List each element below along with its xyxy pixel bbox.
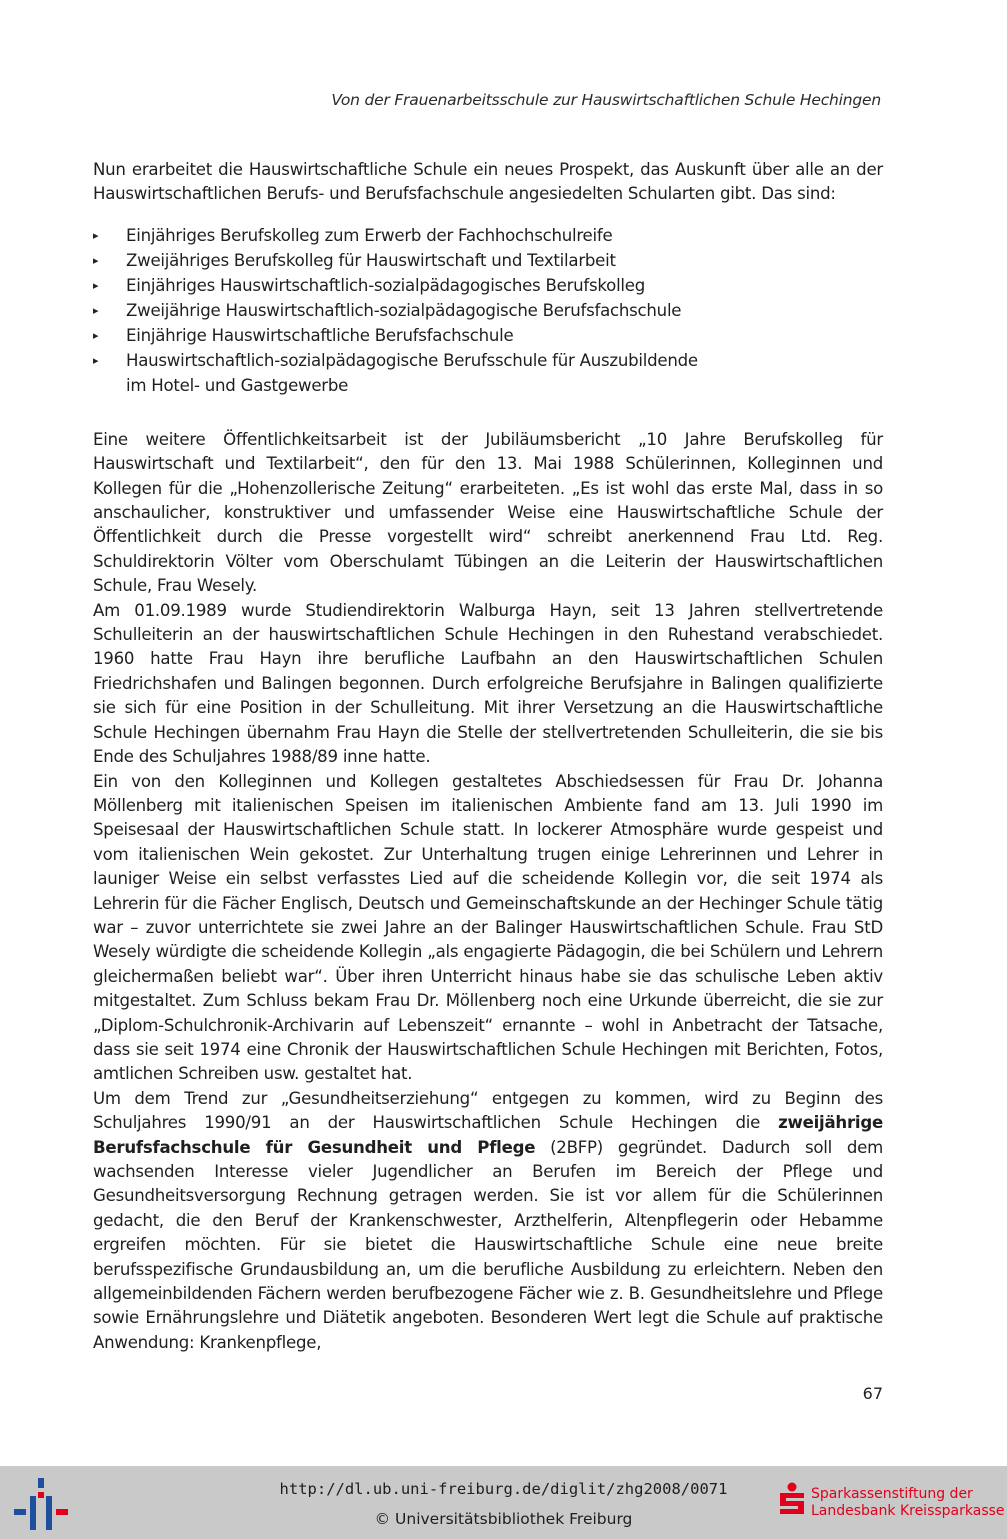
sponsor-line-2: Landesbank Kreissparkasse (811, 1503, 1005, 1519)
paragraph-jubilaeumsbericht: Eine weitere Öffentlichkeitsarbeit ist der Jubiläumsbericht „10 Jahre Berufskolleg für Hauswirtschaft und Textilarbeit“, den für den 13. Mai 1988 Schülerinnen, Kolleginnen und Kollegen für die „Hohenzollerische Zeitung“ erarbeiteten. „Es ist wohl das erste Mal, dass in so anschaulicher, konstruktiver und umfassender Weise eine Hauswirtschaftliche Schule der Öffentlichkeit durch die Presse vorgestellt wird“ schreibt anerkennend Frau Ltd. Reg. Schuldirektorin Völter vom Oberschulamt Tübingen an die Leiterin der Hauswirtschaftlichen Schule, Frau Wesely. (93, 429, 883, 596)
running-header: Von der Frauenarbeitsschule zur Hauswirtschaftlichen Schule Hechingen (331, 91, 881, 109)
copyright-text: © Universitätsbibliothek Freiburg (374, 1510, 633, 1528)
paragraph-text: (2BFP) gegründet. Dadurch soll dem wachsenden Interesse vieler Jugendlicher an Berufen im Bereich der Pflege und Gesundheitsversorgung Rechnung getragen werden. Sie ist vor allem für die Schülerinnen gedacht, die den Beruf der Krankenschwester, Arzthelferin, Altenpflegerin oder Hebamme ergreifen möchten. Für sie bietet die Hauswirtschaftliche Schule eine neue breite berufsspezifische Grundausbildung an, um die berufliche Ausbildung zu erleichtern. Neben den allgemeinbildenden Fächern werden berufbezogene Fächer wie z. B. Gesundheitslehre und Pflege sowie Ernährungslehre und Diätetik angeboten. Besonderen Wert legt die Schule auf praktische Anwendung: Krankenpflege, (93, 1137, 883, 1352)
intro-paragraph: Nun erarbeitet die Hauswirtschaftliche Schule ein neues Prospekt, das Auskunft über alle an der Hauswirtschaftlichen Berufs- und Berufsfachschule angesiedelten Schularten gibt. Das sind: (93, 160, 883, 204)
sponsor-line-1: Sparkassenstiftung der (811, 1486, 973, 1502)
paragraph-moellenberg: Ein von den Kolleginnen und Kollegen gestaltetes Abschiedsessen für Frau Dr. Johanna Möllenberg mit italienischen Speisen im italienischen Ambiente fand am 13. Juli 1990 im Speisesaal der Hauswirtschaftlichen Schule statt. In lockerer Atmosphäre wurde gespeist und vom italienischen Wein gekostet. Zur Unterhaltung trugen einige Lehrerinnen und Lehrer in launiger Weise ein selbst verfasstes Lied auf die scheidende Kollegin vor, die seit 1974 als Lehrerin für die Fächer Englisch, Deutsch und Gemeinschaftskunde an der Hechinger Schule tätig war – zuvor unterrichtete sie zwei Jahre an der Balinger Hauswirtschaftlichen Schule. Frau StD Wesely würdigte die scheidende Kollegin „als engagierte Pädagogin, die bei Schülern und Lehrern gleichermaßen beliebt war“. Über ihren Unterricht hinaus habe sie das schulische Leben aktiv mitgestaltet. Zum Schluss bekam Frau Dr. Möllenberg noch eine Urkunde überreicht, die sie zur „Diplom-Schulchronik-Archivarin auf Lebenszeit“ ernannte – wohl in Anbetracht der Tatsache, dass sie seit 1974 eine Chronik der Hauswirtschaftlichen Schule Hechingen mit Berichten, Fotos, amtlichen Schreiben usw. gestaltet hat. (93, 771, 883, 1084)
bold-school-name: zweijährige Berufsfachschule für Gesundheit und Pflege (93, 1113, 883, 1157)
viewer-footer (0, 1466, 1007, 1539)
triangle-bullet-icon: ▸ (93, 228, 99, 242)
paragraph-hayn: Am 01.09.1989 wurde Studiendirektorin Walburga Hayn, seit 13 Jahren stellvertretende Schulleiterin an der hauswirtschaftlichen Schule Hechingen in den Ruhestand verabschiedet. 1960 hatte Frau Hayn ihre berufliche Laufbahn an den Hauswirtschaftlichen Schulen Friedrichshafen und Balingen begonnen. Durch erfolgreiche Berufsjahre in Balingen qualifizierte sie sich für eine Position in der Schulleitung. Mit ihrer Versetzung an die Hauswirtschaftliche Schule Hechingen übernahm Frau Hayn die Stelle der stellvertretenden Schulleiterin, die sie bis Ende des Schuljahres 1988/89 inne hatte. (93, 600, 883, 767)
list-item (93, 273, 883, 298)
list-item-text-continued: im Hotel- und Gastgewerbe (126, 375, 349, 395)
page-content (93, 158, 883, 1355)
paragraph-text: Um dem Trend zur „Gesundheitserziehung“ entgegen zu kommen, wird zu Beginn des Schuljahres 1990/91 an der Hauswirtschaftlichen Schule Hechingen die (93, 1088, 883, 1133)
triangle-bullet-icon: ▸ (93, 303, 99, 317)
triangle-bullet-icon: ▸ (93, 253, 99, 267)
list-item-text: Zweijährige Hauswirtschaftlich-sozialpädagogische Berufsfachschule (126, 300, 682, 320)
list-item (93, 348, 883, 398)
list-item-text: Einjähriges Hauswirtschaftlich-sozialpädagogisches Berufskolleg (126, 275, 646, 295)
list-item-text: Zweijähriges Berufskolleg für Hauswirtschaft und Textilarbeit (126, 250, 616, 270)
sparkasse-sponsor (778, 1478, 1003, 1534)
list-item-text: Einjährige Hauswirtschaftliche Berufsfachschule (126, 325, 514, 345)
page-number: 67 (862, 1384, 883, 1403)
list-item (93, 223, 883, 248)
triangle-bullet-icon: ▸ (93, 328, 99, 342)
triangle-bullet-icon: ▸ (93, 353, 99, 367)
triangle-bullet-icon: ▸ (93, 278, 99, 292)
list-item (93, 248, 883, 273)
paragraph-gesundheit (93, 1087, 883, 1355)
school-types-list (93, 223, 883, 398)
sponsor-text (811, 1486, 1005, 1520)
list-item (93, 323, 883, 348)
list-item (93, 298, 883, 323)
source-url-link[interactable]: http://dl.ub.uni-freiburg.de/diglit/zhg2008/0071 (279, 1480, 728, 1498)
list-item-text: Hauswirtschaftlich-sozialpädagogische Berufsschule für Auszubildende (126, 350, 698, 370)
sparkasse-logo-icon (778, 1482, 806, 1514)
list-item-text: Einjähriges Berufskolleg zum Erwerb der Fachhochschulreife (126, 225, 613, 245)
